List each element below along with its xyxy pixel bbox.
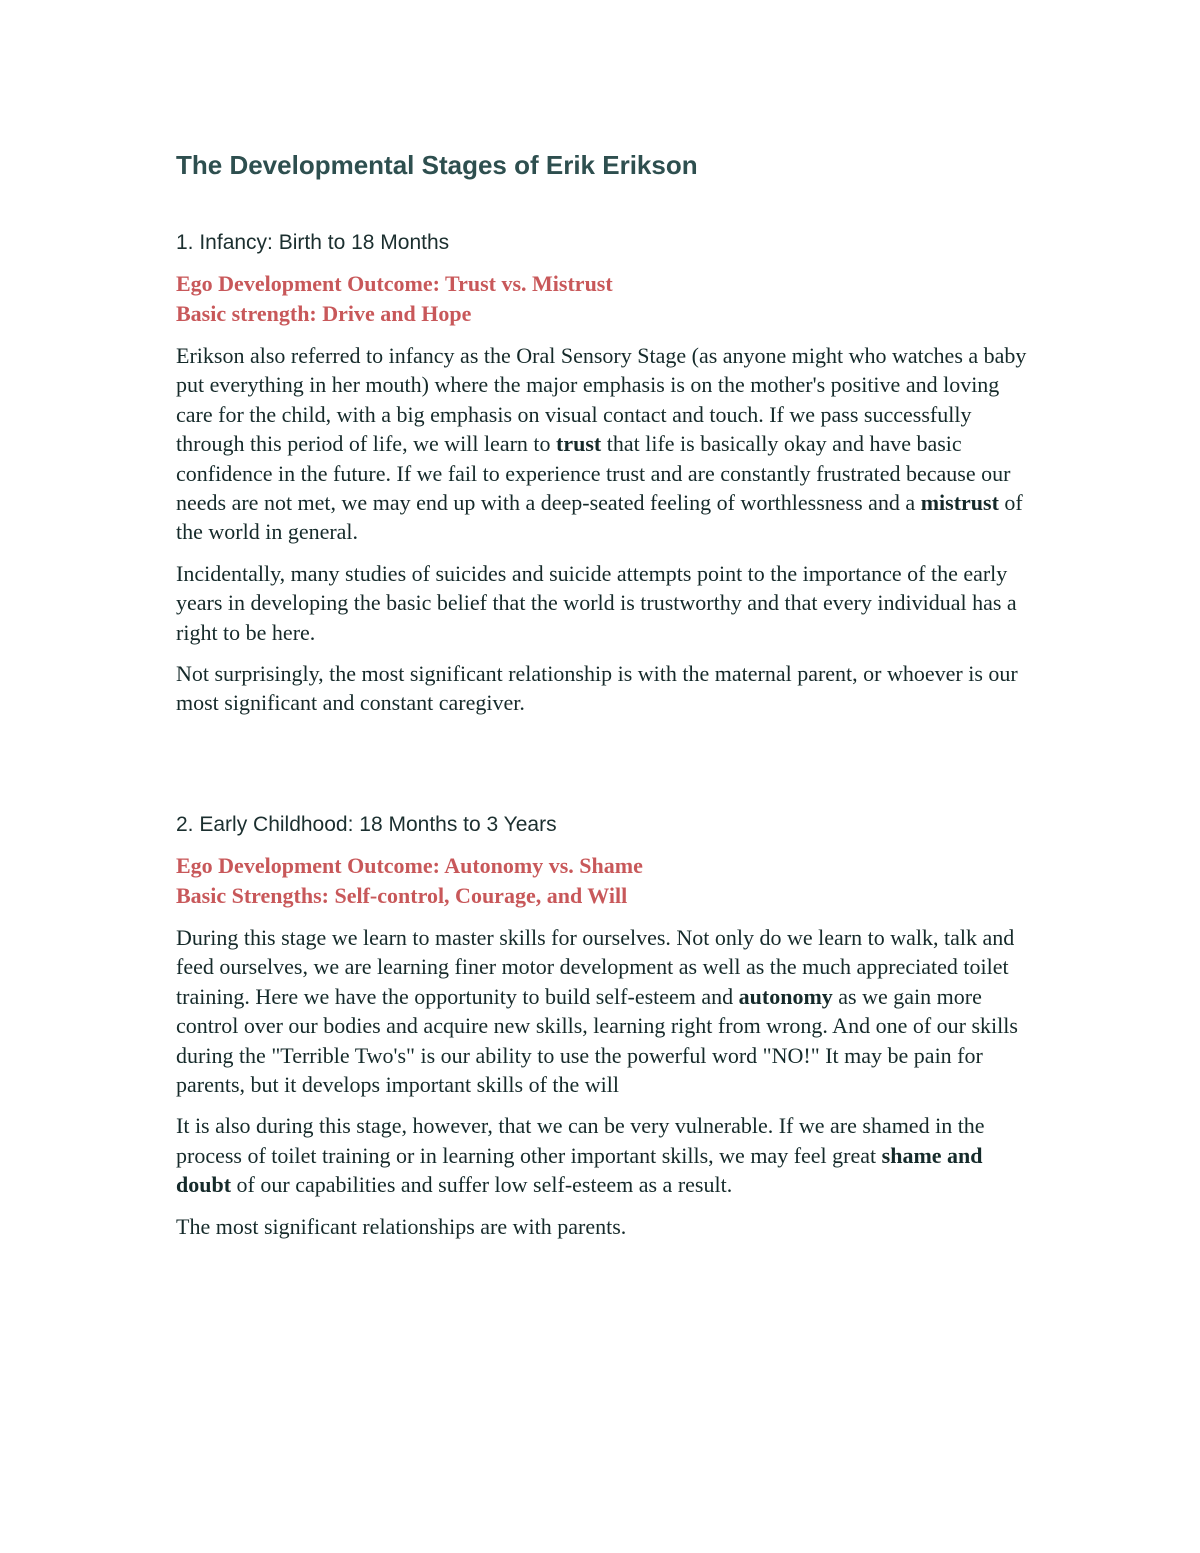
stage-2-p1-text-a: During this stage we learn to master skills for ourselves. Not only do we learn to walk, talk and feed ourselves, we are learning finer motor development as well as the much appreciated toilet training. Here we have the opportunity to build self-esteem and [176, 925, 1015, 1009]
stage-1-section [176, 229, 1036, 718]
stage-1-paragraph-2: Incidentally, many studies of suicides and suicide attempts point to the importance of the early years in developing the basic belief that the world is trustworthy and that every individual has a right to be here. [176, 560, 1017, 645]
stage-2-paragraph-3: The most significant relationships are with parents. [176, 1213, 627, 1239]
stage-2-p2-bold-shame-doubt: shame and doubt [176, 1142, 983, 1198]
stage-2-p2-text-a: It is also during this stage, however, that we can be very vulnerable. If we are shamed in the process of toilet training or in learning other important skills, we may feel great [176, 1113, 985, 1168]
stage-2-paragraph-1 [176, 923, 1036, 1099]
document-title: The Developmental Stages of Erik Erikson [176, 150, 698, 180]
stage-2-section [176, 811, 1036, 1241]
stage-1-basic-strength: Basic strength: Drive and Hope [176, 301, 472, 326]
stage-2-p1-bold-autonomy: autonomy [738, 983, 833, 1009]
stage-1-p1-bold-trust: trust [556, 431, 602, 457]
stage-1-p1-text-c: that life is basically okay and have basic confidence in the future. If we fail to experience trust and are constantly frustrated because our needs are not met, we may end up with a deep-seated feeling of worthlessness and a [176, 431, 1011, 516]
stage-2-basic-strengths: Basic Strengths: Self-control, Courage, and Will [176, 883, 628, 908]
stage-1-paragraph-3: Not surprisingly, the most significant relationship is with the maternal parent, or whoever is our most significant and constant caregiver. [176, 661, 1018, 716]
stage-1-heading: 1. Infancy: Birth to 18 Months [176, 231, 450, 254]
stage-1-p1-bold-mistrust: mistrust [920, 490, 999, 516]
stage-1-ego-outcome: Ego Development Outcome: Trust vs. Mistrust [176, 271, 613, 296]
stage-2-heading: 2. Early Childhood: 18 Months to 3 Years [176, 813, 557, 836]
stage-2-paragraph-2 [176, 1111, 1036, 1199]
stage-2-outcome-block [176, 851, 1036, 911]
stage-1-p1-text-a: Erikson also referred to infancy as the Oral Sensory Stage (as anyone might who watches a baby put everything in her mouth) where the major emphasis is on the mother's positive and loving care for the child, with a big emphasis on visual contact and touch. If we pass successfully through this period of life, we will learn to [176, 343, 1027, 457]
stage-2-p2-text-c: of our capabilities and suffer low self-esteem as a result. [231, 1172, 733, 1198]
stage-2-p1-text-c: as we gain more control over our bodies and acquire new skills, learning right from wrong. And one of our skills during the "Terrible Two's" is our ability to use the powerful word "NO!" It may be pain for parents, but it develops important skills of the will [176, 983, 1018, 1098]
stage-1-paragraph-1 [176, 341, 1036, 547]
stage-1-p1-text-e: of the world in general. [176, 490, 1023, 545]
stage-2-ego-outcome: Ego Development Outcome: Autonomy vs. Shame [176, 853, 643, 878]
stage-1-outcome-block [176, 269, 1036, 329]
